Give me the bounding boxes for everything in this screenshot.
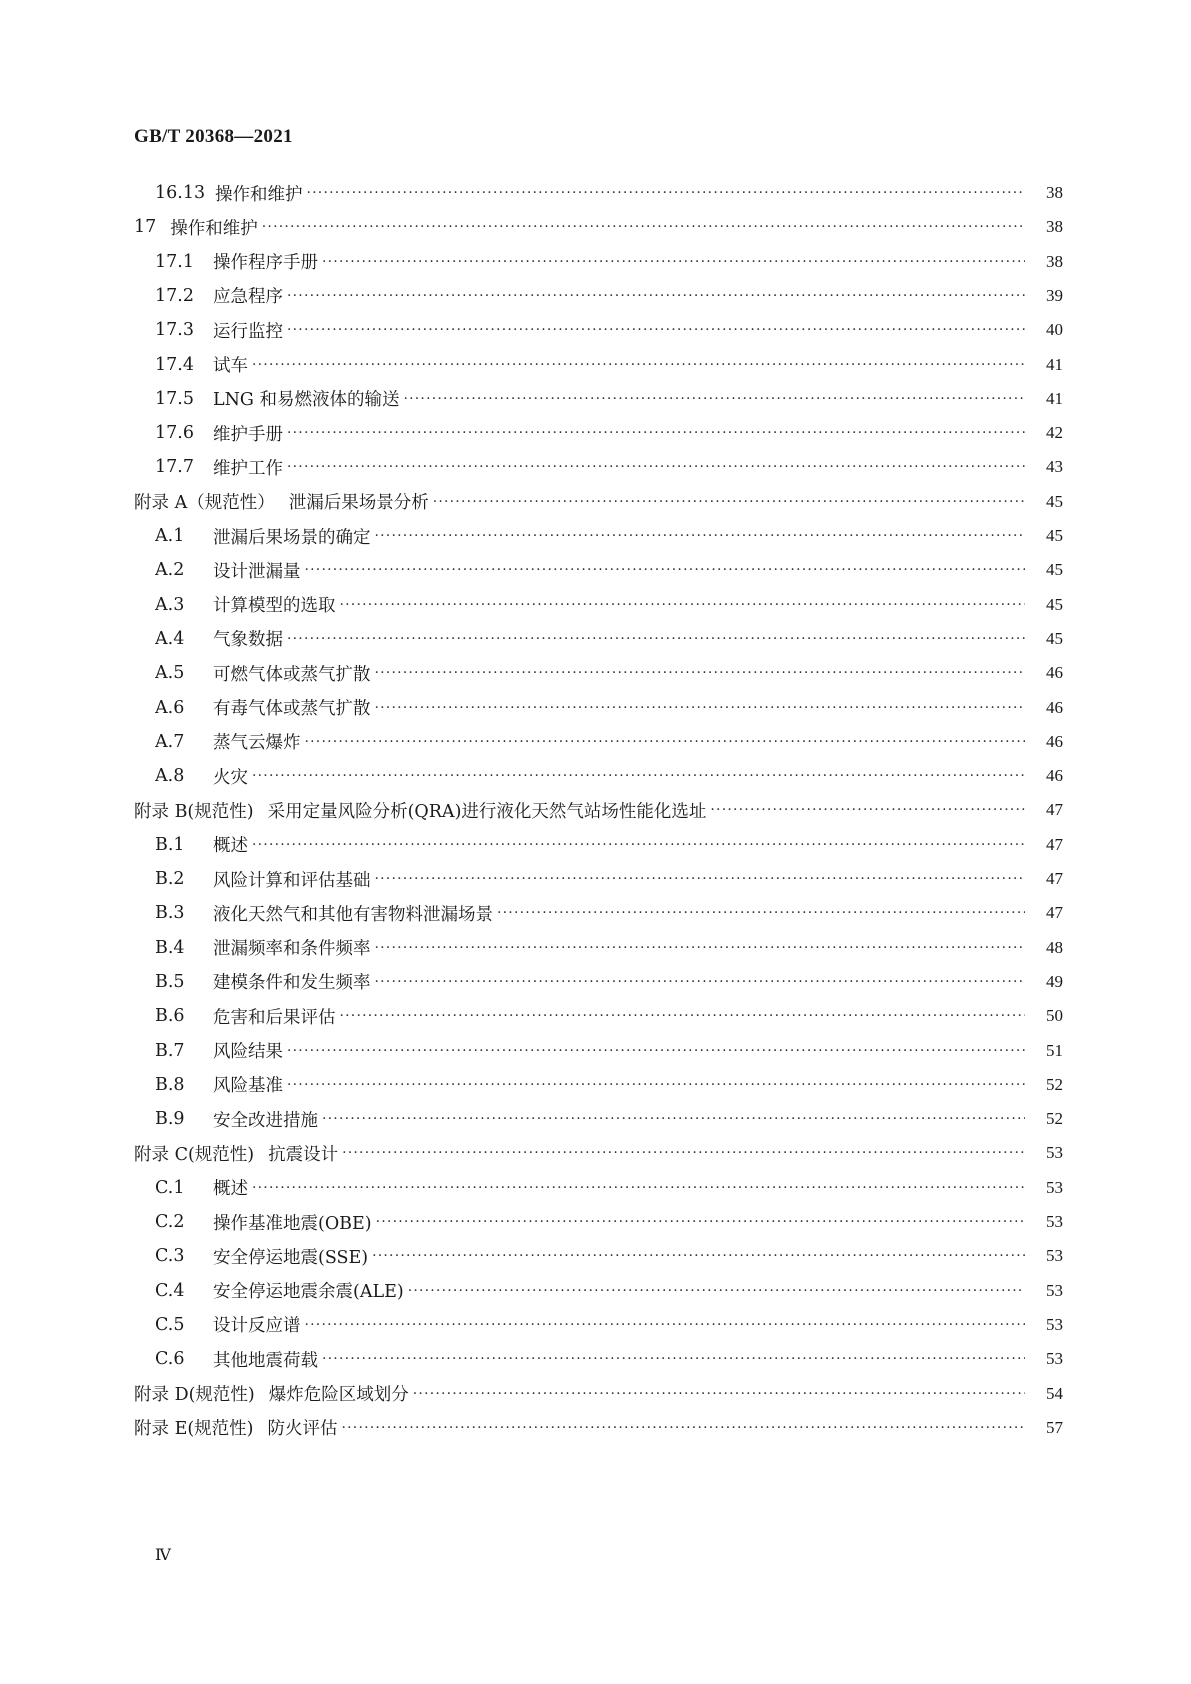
toc-entry-number: 17 — [134, 217, 157, 238]
toc-leader-dots — [305, 1317, 1026, 1333]
toc-leader-dots — [287, 322, 1025, 338]
toc-entry-title: 液化天然气和其他有害物料泄漏场景 — [213, 904, 493, 925]
toc-leader-dots — [375, 700, 1026, 716]
page-number: Ⅳ — [155, 1547, 171, 1564]
toc-entry-page: 53 — [1046, 1349, 1063, 1369]
toc-entry-page: 45 — [1046, 560, 1063, 580]
toc-entry-page: 53 — [1046, 1143, 1063, 1163]
toc-entry-page: 50 — [1046, 1006, 1063, 1026]
toc-entry-page: 45 — [1046, 594, 1063, 614]
toc-entry-title: 安全停运地震(SSE) — [213, 1247, 369, 1268]
toc-entry[interactable] — [155, 590, 1063, 620]
toc-entry-page: 46 — [1046, 731, 1063, 751]
toc-leader-dots — [287, 288, 1025, 304]
toc-leader-dots — [305, 734, 1026, 750]
toc-entry[interactable] — [134, 1138, 1063, 1168]
toc-leader-dots — [252, 357, 1025, 373]
toc-entry-title: 概述 — [213, 836, 248, 857]
toc-leader-dots — [372, 1248, 1025, 1264]
toc-entry-number: A.2 — [155, 560, 185, 581]
toc-entry-number: A.3 — [155, 594, 185, 615]
toc-entry-number: A.1 — [155, 526, 185, 546]
toc-entry-title: LNG 和易燃液体的输送 — [213, 390, 400, 411]
toc-entry-page: 52 — [1046, 1074, 1063, 1094]
toc-entry-number: B.1 — [155, 834, 185, 855]
toc-entry-title: 应急程序 — [213, 287, 283, 308]
toc-entry-number: 附录 E(规范性) — [134, 1419, 254, 1440]
toc-entry[interactable] — [155, 1104, 1063, 1134]
toc-entry-page: 52 — [1046, 1109, 1063, 1129]
toc-entry-number: C.5 — [155, 1314, 185, 1335]
toc-entry-title: 风险结果 — [213, 1042, 283, 1062]
toc-leader-dots — [342, 1145, 1025, 1161]
toc-entry-number: 附录 B(规范性) — [134, 801, 254, 822]
toc-entry[interactable] — [155, 315, 1063, 345]
toc-leader-dots — [322, 254, 1025, 270]
toc-entry[interactable] — [155, 1207, 1063, 1237]
toc-entry-page: 43 — [1046, 457, 1063, 477]
toc-entry-page: 41 — [1046, 388, 1063, 408]
toc-entry-page: 47 — [1046, 834, 1063, 854]
toc-leader-dots — [497, 905, 1025, 921]
toc-entry[interactable] — [155, 1173, 1063, 1203]
toc-leader-dots — [375, 871, 1026, 887]
toc-entry-number: 16.13 — [155, 183, 206, 203]
toc-entry-page: 49 — [1046, 971, 1063, 991]
toc-entry[interactable] — [155, 247, 1063, 277]
toc-entry-page: 46 — [1046, 766, 1063, 786]
toc-entry-number: A.5 — [155, 663, 185, 684]
toc-entry-number: 17.4 — [155, 354, 194, 375]
toc-entry[interactable] — [155, 281, 1063, 311]
toc-entry-title: 建模条件和发生频率 — [213, 973, 371, 994]
toc-entry[interactable] — [155, 1276, 1063, 1306]
toc-entry-title: 火灾 — [213, 767, 248, 788]
toc-entry-number: 17.7 — [155, 457, 194, 478]
toc-entry[interactable] — [155, 452, 1063, 482]
toc-leader-dots — [340, 597, 1026, 613]
toc-leader-dots — [375, 665, 1026, 681]
toc-entry[interactable] — [155, 1070, 1063, 1100]
toc-entry-page: 45 — [1046, 491, 1063, 511]
toc-entry-page: 54 — [1046, 1383, 1063, 1403]
toc-entry-number: 17.1 — [155, 251, 194, 272]
toc-entry-page: 40 — [1046, 320, 1063, 340]
toc-entry-number: 附录 D(规范性) — [134, 1385, 255, 1405]
toc-entry[interactable] — [155, 933, 1063, 963]
toc-leader-dots — [375, 940, 1026, 956]
toc-entry-page: 38 — [1046, 183, 1063, 202]
toc-entry-title: 抗震设计 — [268, 1144, 339, 1165]
toc-leader-dots — [287, 631, 1025, 647]
toc-entry[interactable] — [155, 1036, 1063, 1066]
toc-entry-page: 57 — [1046, 1417, 1063, 1437]
toc-entry-title: 安全改进措施 — [213, 1110, 318, 1131]
toc-entry-title: 可燃气体或蒸气扩散 — [213, 664, 371, 685]
toc-entry-page: 42 — [1046, 423, 1063, 443]
toc-entry-page: 53 — [1046, 1177, 1063, 1197]
toc-leader-dots — [433, 494, 1025, 510]
toc-entry-number: B.7 — [155, 1040, 185, 1061]
toc-entry-page: 46 — [1046, 663, 1063, 683]
toc-leader-dots — [340, 1008, 1026, 1024]
toc-entry-title: 有毒气体或蒸气扩散 — [213, 699, 371, 719]
toc-entry[interactable] — [155, 864, 1063, 894]
toc-entry-number: B.5 — [155, 971, 185, 992]
toc-entry[interactable] — [155, 350, 1063, 380]
toc-entry-page: 45 — [1046, 526, 1063, 545]
toc-entry[interactable] — [155, 384, 1063, 414]
toc-entry-title: 设计泄漏量 — [213, 561, 301, 582]
toc-entry-title: 泄漏频率和条件频率 — [213, 939, 371, 960]
toc-entry[interactable] — [155, 1241, 1063, 1271]
toc-leader-dots — [342, 1420, 1026, 1436]
toc-entry-number: 17.5 — [155, 388, 194, 409]
toc-entry-page: 48 — [1046, 937, 1063, 957]
toc-entry[interactable] — [134, 487, 1063, 517]
toc-entry[interactable] — [155, 1310, 1063, 1340]
toc-entry-title: 操作和维护 — [215, 184, 303, 205]
toc-leader-dots — [252, 837, 1025, 853]
toc-entry-number: C.4 — [155, 1280, 185, 1301]
toc-entry-page: 46 — [1046, 697, 1063, 717]
toc-entry-page: 39 — [1046, 285, 1063, 305]
toc-entry-page: 51 — [1046, 1040, 1063, 1060]
toc-entry-title: 防火评估 — [267, 1419, 338, 1440]
toc-entry-title: 操作和维护 — [170, 218, 258, 239]
toc-entry[interactable] — [134, 212, 1063, 242]
toc-entry-number: B.9 — [155, 1109, 185, 1130]
toc-entry-title: 蒸气云爆炸 — [213, 733, 301, 754]
toc-entry-title: 计算模型的选取 — [213, 596, 336, 617]
toc-entry[interactable] — [155, 521, 1063, 551]
toc-entry[interactable] — [155, 418, 1063, 448]
toc-entry-number: A.4 — [155, 628, 185, 649]
toc-entry[interactable] — [134, 1413, 1063, 1443]
toc-entry-title: 危害和后果评估 — [213, 1007, 336, 1028]
toc-entry[interactable] — [155, 693, 1063, 723]
toc-entry-page: 47 — [1046, 800, 1063, 820]
toc-leader-dots — [413, 1386, 1025, 1402]
toc-entry-title: 操作程序手册 — [213, 253, 318, 274]
toc-leader-dots — [287, 1043, 1025, 1059]
toc-entry-number: B.3 — [155, 903, 185, 924]
toc-leader-dots — [322, 1111, 1025, 1127]
toc-entry[interactable] — [155, 1001, 1063, 1031]
toc-entry-title: 其他地震荷载 — [213, 1350, 318, 1371]
toc-entry-number: C.6 — [155, 1349, 185, 1370]
toc-entry-page: 53 — [1046, 1314, 1063, 1334]
toc-leader-dots — [262, 219, 1025, 235]
toc-leader-dots — [252, 768, 1025, 784]
toc-entry-number: B.4 — [155, 937, 185, 958]
toc-entry-number: A.8 — [155, 766, 185, 787]
toc-entry[interactable] — [155, 624, 1063, 654]
toc-leader-dots — [376, 1214, 1025, 1230]
toc-entry[interactable] — [155, 830, 1063, 860]
toc-entry-page: 53 — [1046, 1280, 1063, 1300]
toc-entry-number: 17.3 — [155, 320, 194, 341]
toc-entry[interactable] — [155, 178, 1063, 208]
toc-leader-dots — [322, 1351, 1025, 1367]
toc-entry-page: 53 — [1046, 1246, 1063, 1266]
toc-entry-title: 操作基准地震(OBE) — [213, 1213, 372, 1234]
toc-leader-dots — [375, 528, 1026, 544]
toc-leader-dots — [408, 1283, 1025, 1299]
toc-entry[interactable] — [134, 1379, 1063, 1409]
toc-leader-dots — [307, 185, 1026, 201]
toc-entry-page: 38 — [1046, 217, 1063, 237]
toc-entry-title: 风险基准 — [213, 1076, 283, 1097]
toc-entry-number: C.1 — [155, 1177, 185, 1198]
toc-entry-number: B.8 — [155, 1074, 185, 1095]
toc-entry-page: 41 — [1046, 354, 1063, 374]
toc-entry-title: 试车 — [213, 356, 248, 376]
toc-leader-dots — [287, 425, 1025, 441]
toc-entry-title: 爆炸危险区域划分 — [268, 1385, 409, 1405]
toc-leader-dots — [305, 562, 1026, 578]
toc-leader-dots — [252, 1180, 1025, 1196]
toc-entry-title: 风险计算和评估基础 — [213, 870, 371, 891]
toc-entry-page: 47 — [1046, 869, 1063, 888]
toc-entry-page: 53 — [1046, 1212, 1063, 1231]
toc-entry-title: 概述 — [213, 1179, 248, 1200]
toc-entry-number: B.2 — [155, 869, 185, 889]
toc-entry[interactable] — [155, 555, 1063, 585]
toc-entry-title: 安全停运地震余震(ALE) — [213, 1282, 404, 1303]
toc-leader-dots — [375, 974, 1026, 990]
toc-entry-page: 45 — [1046, 628, 1063, 648]
toc-entry-number: C.3 — [155, 1246, 185, 1267]
toc-entry-title: 泄漏后果场景分析 — [288, 493, 429, 514]
toc-entry-number: 附录 A（规范性） — [134, 493, 275, 514]
toc-entry-title: 泄漏后果场景的确定 — [213, 527, 371, 548]
toc-entry-number: C.2 — [155, 1212, 185, 1232]
toc-entry-title: 维护工作 — [213, 458, 283, 479]
toc-leader-dots — [287, 459, 1025, 475]
toc-entry-title: 运行监控 — [213, 321, 283, 342]
toc-entry[interactable] — [155, 898, 1063, 928]
toc-entry-number: 17.2 — [155, 285, 194, 306]
toc-entry[interactable] — [134, 795, 1063, 825]
toc-entry-title: 采用定量风险分析(QRA)进行液化天然气站场性能化选址 — [267, 801, 707, 822]
toc-entry-number: 附录 C(规范性) — [134, 1144, 255, 1165]
toc-entry[interactable] — [155, 761, 1063, 791]
toc-entry-page: 47 — [1046, 903, 1063, 923]
toc-entry-number: A.6 — [155, 697, 185, 718]
toc-entry-number: 17.6 — [155, 423, 194, 444]
toc-entry-title: 气象数据 — [213, 630, 283, 651]
toc-leader-dots — [403, 391, 1025, 407]
toc-leader-dots — [710, 802, 1025, 818]
toc-entry[interactable] — [155, 967, 1063, 997]
document-id: GB/T 20368—2021 — [134, 126, 293, 147]
toc-entry[interactable] — [155, 1344, 1063, 1374]
toc-entry[interactable] — [155, 727, 1063, 757]
toc-entry[interactable] — [155, 658, 1063, 688]
toc-entry-title: 设计反应谱 — [213, 1316, 301, 1337]
toc-entry-title: 维护手册 — [213, 424, 283, 445]
toc-entry-number: B.6 — [155, 1006, 185, 1027]
toc-entry-number: A.7 — [155, 731, 185, 752]
toc-entry-page: 38 — [1046, 251, 1063, 271]
toc-leader-dots — [287, 1077, 1025, 1093]
